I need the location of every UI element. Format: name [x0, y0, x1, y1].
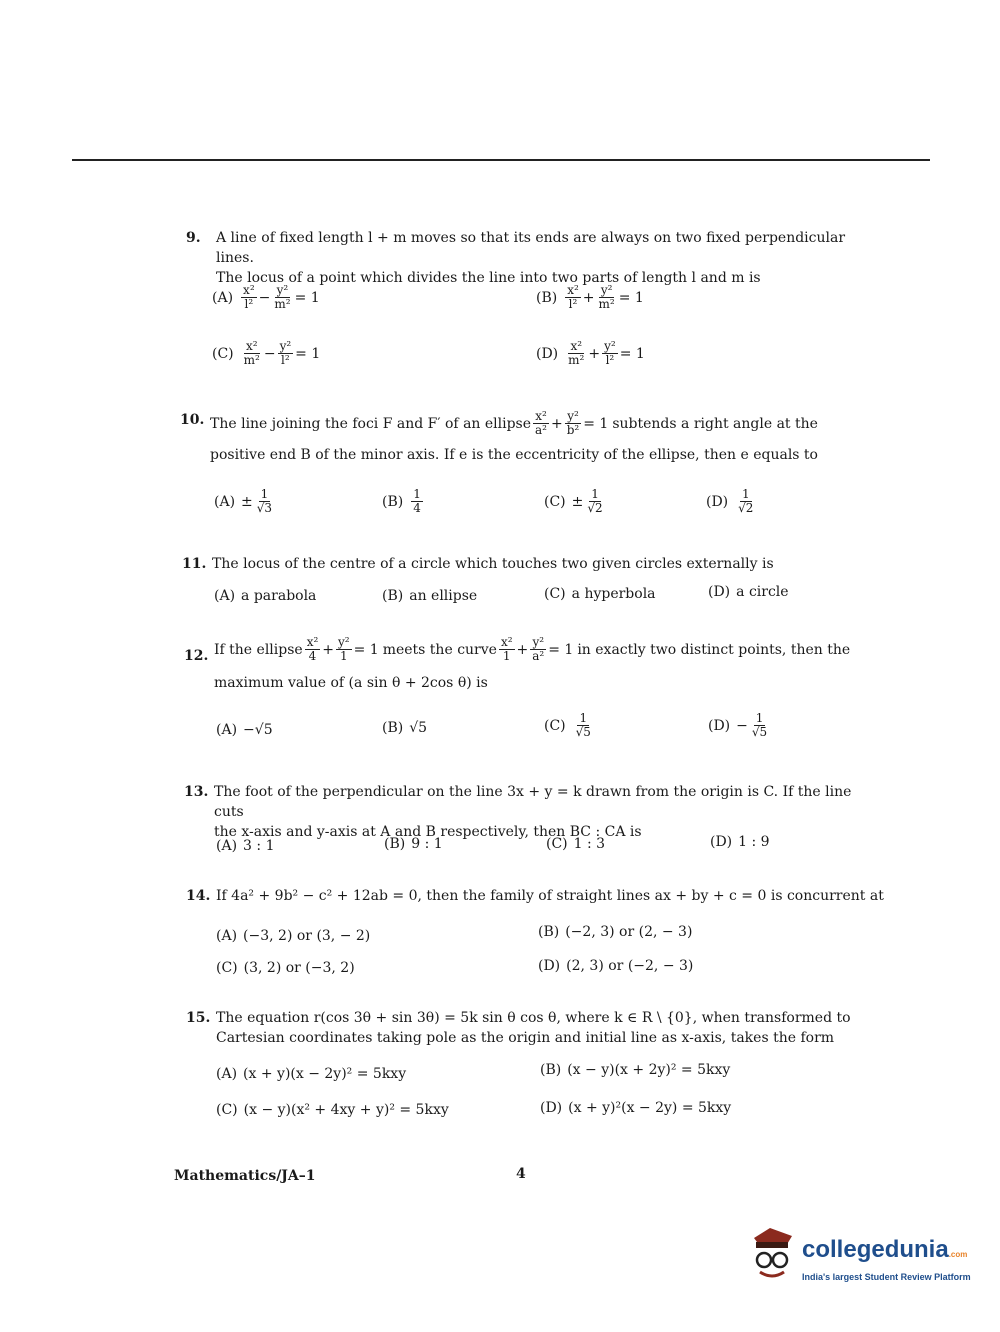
option-c: (C) $\frac{\text{x²}}{\text{m²}}$ − $\frac{\text{y²}}{\text{l²}}$ = 1 [212, 339, 321, 367]
question-number: 9. [186, 230, 201, 246]
question-text: If the ellipse [214, 641, 303, 658]
option-a: (A) −√5 [216, 722, 273, 738]
option-b: (B) √5 [382, 720, 428, 736]
question-11 [182, 554, 882, 574]
question-text: The line joining the foci F and F′ of an ellipse [210, 415, 532, 432]
question-text: Cartesian coordinates taking pole as the origin and initial line as x-axis, takes the form [216, 1030, 835, 1046]
page-number: 4 [516, 1166, 526, 1182]
question-text: in exactly two distinct points, then the [577, 641, 851, 658]
question-number: 14. [186, 888, 211, 904]
question-13 [184, 782, 884, 842]
question-text: the x-axis and y-axis at A and B respectively, then BC : CA is [214, 824, 642, 840]
option-a: (A) a parabola [214, 588, 317, 604]
question-text: The equation r(cos 3θ + sin 3θ) = 5k sin θ cos θ, where k ∈ R \ {0}, when transformed to [216, 1010, 851, 1026]
question-14 [186, 886, 886, 906]
option-c: (C) (3, 2) or (−3, 2) [216, 960, 355, 976]
option-c: (C) a hyperbola [544, 586, 656, 602]
option-a: (A) 3 : 1 [216, 838, 275, 854]
option-b: (B) (−2, 3) or (2, − 3) [538, 924, 693, 940]
option-a: (A) (x + y)(x − 2y)² = 5kxy [216, 1066, 407, 1082]
question-number: 10. [180, 412, 205, 428]
question-number: 11. [182, 556, 207, 572]
mascot-icon [742, 1224, 800, 1286]
question-number: 15. [186, 1010, 211, 1026]
option-d: (D) 1 : 9 [710, 834, 770, 850]
option-a: (A) (−3, 2) or (3, − 2) [216, 928, 371, 944]
option-d: (D) (x + y)²(x − 2y) = 5kxy [540, 1100, 732, 1116]
option-b: (B) $\frac{1}{4}$ [382, 487, 421, 515]
question-number: 13. [184, 784, 209, 800]
question-10: 10. The line joining the foci F and F′ of an ellipse $\frac{\text{x²}}{\text{a²}}$ + $\frac{\text{y²}}{\text{b²}}$ = 1 subtends a right angle at the positive end B of the minor axis. If e is the eccentricity of the ellipse, then e equals to [180, 410, 880, 465]
option-d: (D) (2, 3) or (−2, − 3) [538, 958, 694, 974]
brand-name: collegedunia.com [802, 1236, 968, 1263]
footer-subject: Mathematics/JA–1 [174, 1168, 316, 1184]
question-9 [186, 228, 886, 288]
question-text: The locus of the centre of a circle which touches two given circles externally is [212, 556, 774, 572]
option-d: (D) − $\frac{1}{√5}$ [708, 711, 768, 739]
option-a: (A) $\frac{\text{x²}}{\text{l²}}$ − $\frac{\text{y²}}{\text{m²}}$ = 1 [212, 283, 320, 311]
option-c: (C) 1 : 3 [546, 836, 606, 852]
brand-tagline: India's largest Student Review Platform [802, 1272, 971, 1282]
question-text: The foot of the perpendicular on the line 3x + y = k drawn from the origin is C. If the line cuts [214, 784, 852, 820]
option-d: (D) a circle [708, 584, 789, 600]
option-b: (B) (x − y)(x + 2y)² = 5kxy [540, 1062, 731, 1078]
question-15 [186, 1008, 886, 1048]
question-12: 12. If the ellipse $\frac{\text{x²}}{4}$ + $\frac{\text{y²}}{1}$ = 1 meets the curve $\frac{\text{x²}}{1}$ + $\frac{\text{y²}}{\text{a²}}$ = 1 in exactly two distinct points, then the maximum value of (a sin θ + 2cos θ) is [184, 636, 884, 693]
option-b: (B) $\frac{\text{x²}}{\text{l²}}$ + $\frac{\text{y²}}{\text{m²}}$ = 1 [536, 283, 644, 311]
question-text: A line of fixed length l + m moves so that its ends are always on two fixed perpendicular lines. [216, 230, 846, 266]
question-text: The locus of a point which divides the line into two parts of length l and m is [216, 270, 761, 286]
question-text: meets the curve [382, 641, 497, 658]
option-d: (D) $\frac{1}{√2}$ [706, 487, 754, 515]
option-c: (C) ± $\frac{1}{√2}$ [544, 487, 603, 515]
question-text: subtends a right angle at the [612, 415, 818, 432]
option-d: (D) $\frac{\text{x²}}{\text{m²}}$ + $\frac{\text{y²}}{\text{l²}}$ = 1 [536, 339, 645, 367]
option-a: (A) ± $\frac{1}{√3}$ [214, 487, 273, 515]
header-rule [72, 159, 930, 161]
option-b: (B) an ellipse [382, 588, 478, 604]
collegedunia-logo[interactable] [742, 1222, 972, 1292]
question-text: If 4a² + 9b² − c² + 12ab = 0, then the family of straight lines ax + by + c = 0 is concurrent at [216, 888, 884, 904]
option-b: (B) 9 : 1 [384, 836, 443, 852]
question-text: positive end B of the minor axis. If e is the eccentricity of the ellipse, then e equals to [210, 447, 818, 463]
question-number: 12. [184, 648, 209, 664]
option-c: (C) (x − y)(x² + 4xy + y)² = 5kxy [216, 1102, 449, 1118]
question-text: maximum value of (a sin θ + 2cos θ) is [214, 675, 488, 691]
option-c: (C) $\frac{1}{√5}$ [544, 711, 591, 739]
